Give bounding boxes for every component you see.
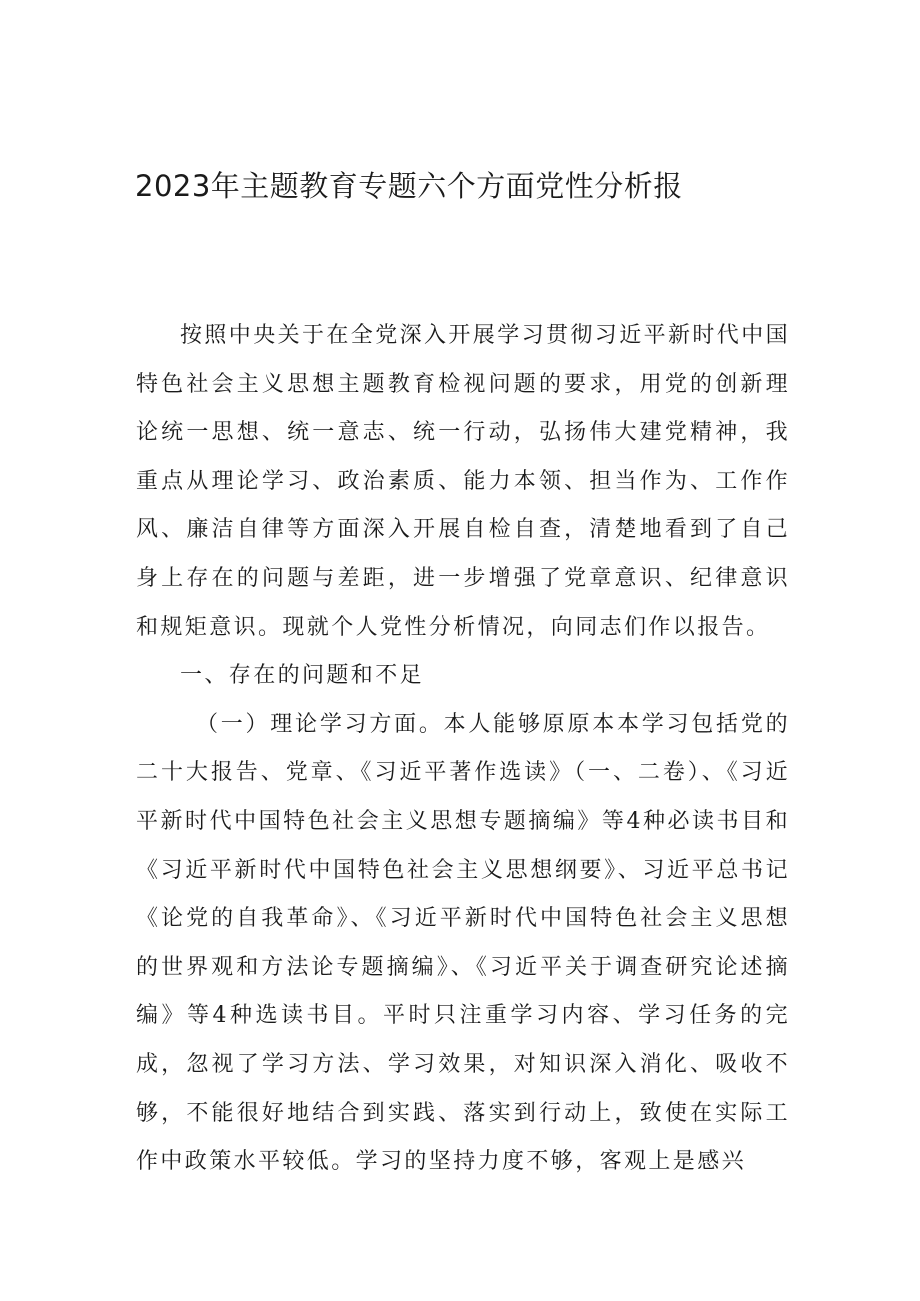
section-heading: 一、存在的问题和不足 bbox=[180, 663, 425, 689]
subsection-paragraph: （一）理论学习方面。本人能够原原本本学习包括党的二十大报告、党章、《习近平著作选读》（一、二卷）、《习近平新时代中国特色社会主义思想专题摘编》等4种必读书目和《习近平新时代中国特色社会主义思想纲要》、习近平总书记《论党的自我革命》、《习近平新时代中国特色社会主义思想的世界观和方法论专题摘编》、《习近平关于调查研究论述摘编》等4种选读书目。平时只注重学习内容、学习任务的完成，忽视了学习方法、学习效果，对知识深入消化、吸收不够，不能很好地结合到实践、落实到行动上，致使在实际工作中政策水平较低。学习的坚持力度不够，客观上是感兴 bbox=[136, 711, 790, 1175]
document-body bbox=[136, 312, 790, 1187]
document-title: 2023年主题教育专题六个方面党性分析报 bbox=[135, 169, 683, 203]
intro-paragraph: 按照中央关于在全党深入开展学习贯彻习近平新时代中国特色社会主义思想主题教育检视问题的要求，用党的创新理论统一思想、统一意志、统一行动，弘扬伟大建党精神，我重点从理论学习、政治素质、能力本领、担当作为、工作作风、廉洁自律等方面深入开展自检自查，清楚地看到了自己身上存在的问题与差距，进一步增强了党章意识、纪律意识和规矩意识。现就个人党性分析情况，向同志们作以报告。 bbox=[136, 323, 791, 640]
